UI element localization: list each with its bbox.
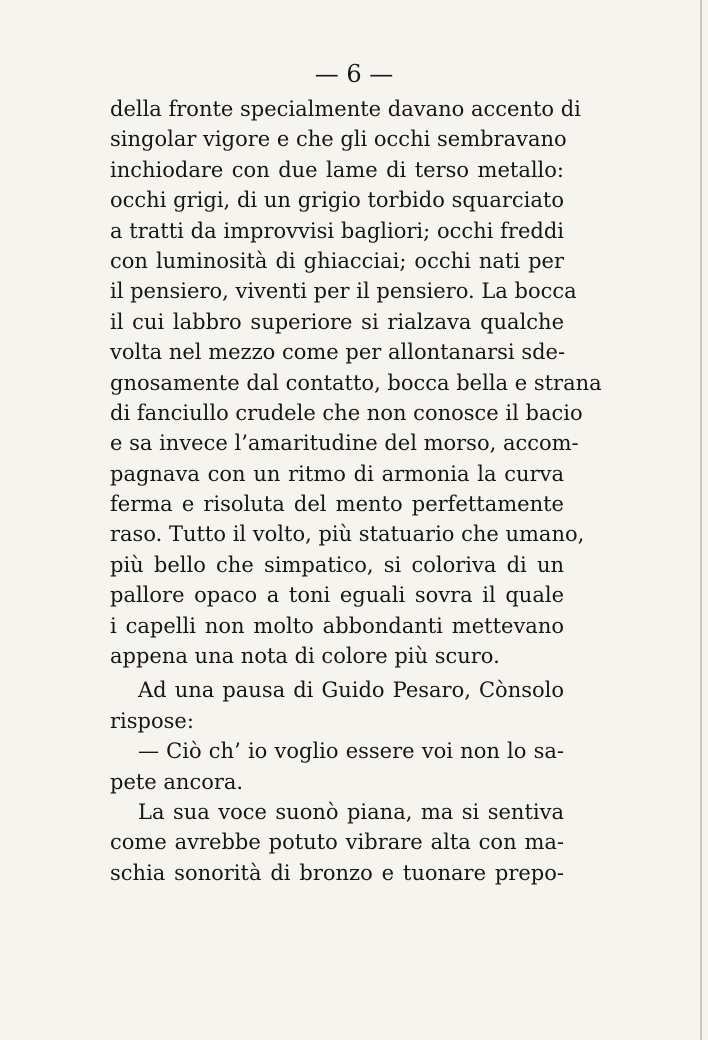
text-line: schia sonorità di bronzo e tuonare prepo- — [110, 860, 564, 885]
text-line: e sa invece l’amaritudine del morso, accom- — [110, 431, 579, 456]
text-line: rispose: — [110, 708, 194, 733]
text-line: appena una nota di colore più scuro. — [110, 644, 500, 669]
text-line: ferma e risoluta del mento perfettamente — [110, 492, 564, 517]
text-line: pete ancora. — [110, 769, 244, 794]
text-line: Ad una pausa di Guido Pesaro, Cònsolo — [138, 678, 564, 703]
text-line: La sua voce suonò piana, ma si sentiva — [138, 799, 564, 824]
text-line: volta nel mezzo come per allontanarsi sde- — [110, 340, 566, 365]
text-line: i capelli non molto abbondanti mettevano — [110, 613, 564, 638]
text-line: singolar vigore e che gli occhi sembravano — [110, 127, 567, 152]
text-line: pagnava con un ritmo di armonia la curva — [110, 461, 564, 486]
text-line: occhi grigi, di un grigio torbido squarciato — [110, 188, 564, 213]
text-line: raso. Tutto il volto, più statuario che umano, — [110, 522, 585, 547]
text-line: come avrebbe potuto vibrare alta con ma- — [110, 830, 564, 855]
text-line: gnosamente dal contatto, bocca bella e strana — [110, 370, 602, 395]
text-line: a tratti da improvvisi bagliori; occhi freddi — [110, 218, 564, 243]
page-number: — 6 — — [314, 60, 394, 88]
text-line: il cui labbro superiore si rialzava qualche — [110, 309, 564, 334]
text-line: con luminosità di ghiacciai; occhi nati per — [110, 248, 564, 273]
text-line: il pensiero, viventi per il pensiero. La bocca — [110, 279, 577, 304]
body-text — [110, 94, 602, 888]
text-line: di fanciullo crudele che non conosce il bacio — [110, 400, 583, 425]
text-line: inchiodare con due lame di terso metallo: — [110, 157, 564, 182]
text-line: pallore opaco a toni eguali sovra il quale — [110, 583, 564, 608]
text-line: della fronte specialmente davano accento di — [110, 97, 581, 121]
text-line: — Ciò ch’ io voglio essere voi non lo sa- — [138, 739, 564, 764]
text-line: più bello che simpatico, si coloriva di un — [110, 552, 564, 577]
page-edge-line — [700, 0, 702, 1040]
